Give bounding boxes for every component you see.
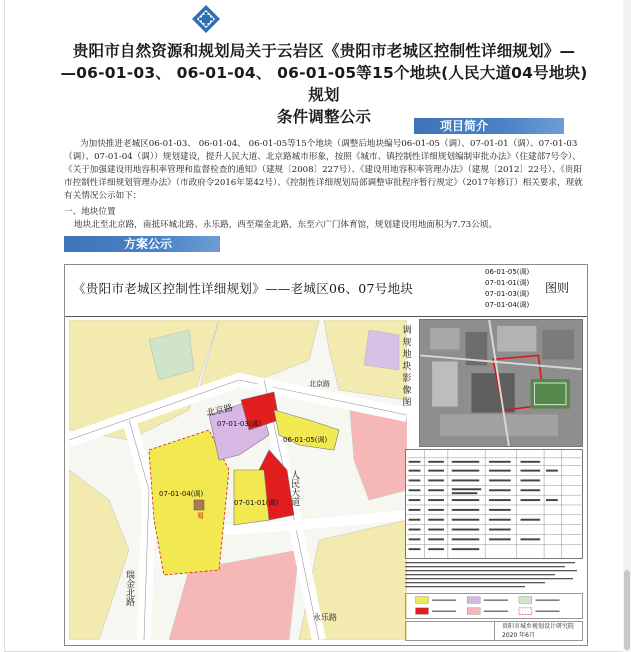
parcel-code: 07-01-03(调) <box>485 290 530 298</box>
vertical-scrollbar[interactable] <box>623 0 631 652</box>
footer-institute: 贵阳市城乡规划设计研究院 <box>502 623 575 630</box>
control-index-table <box>405 449 583 559</box>
government-logo-icon <box>191 4 221 34</box>
drawing-footer <box>405 621 583 641</box>
parcel-label-070103: 07-01-03(调) <box>217 420 262 428</box>
parcel-code: 06-01-05(调) <box>485 268 530 276</box>
section-plan-label: 方案公示 <box>124 237 173 251</box>
drawing-notes <box>405 561 583 591</box>
drawing-title: 《贵阳市老城区控制性详细规划》——老城区06、07号地块 <box>73 281 414 296</box>
road-label-beijing: 北京路 <box>205 403 235 419</box>
section-plan <box>64 236 220 252</box>
parcel-label-070101: 07-01-01(调) <box>234 499 279 507</box>
section-project-intro-label: 项目简介 <box>440 119 489 133</box>
title-line-2: —06-01-03、 06-01-04、 06-01-05等15个地块(人民大道04号地块)规划 <box>60 64 588 104</box>
section-project-intro <box>414 118 564 134</box>
location-heading: 一、地块位置 <box>64 207 116 217</box>
footer-divider <box>494 622 495 640</box>
drawing-subtitle: 图则 <box>545 281 570 295</box>
parcel-symbol: 易 <box>197 512 204 520</box>
image-label: 调规地块影像图 <box>402 326 412 408</box>
road-label-beijing-small: 北京路 <box>309 380 330 388</box>
road-label-ruijin: 瑞金北路 <box>124 570 134 606</box>
parcel-code: 07-01-04(调) <box>485 301 530 309</box>
planning-drawing[interactable] <box>64 264 588 646</box>
parcel-code: 07-01-01(调) <box>485 279 530 287</box>
scroll-thumb[interactable] <box>624 570 630 650</box>
notice-title <box>54 40 594 128</box>
title-line-1: 贵阳市自然资源和规划局关于云岩区《贵阳市老城区控制性详细规划》— <box>72 42 576 60</box>
drawing-header <box>65 265 587 317</box>
location-text: 地块北至北京路，南抵环城北路、永乐路，西至瑞金北路，东至六广门体育馆，规划建设用地面积为7.73公顷。 <box>74 220 498 230</box>
parcel-label-070104: 07-01-04(调) <box>159 490 204 498</box>
aerial-image <box>419 319 583 447</box>
title-line-3: 条件调整公示 <box>276 108 372 126</box>
intro-paragraph: 为加快推进老城区06-01-03、 06-01-04、 06-01-05等15个地块（调整后地块编号06-01-05（调）、07-01-01（调）、07-01-03（调）、07-01-04（调））规划建设，提升人民大道、北京路城市形象，按照《城市、镇控制性详细规划编制审批办法》（住建部7号令）、《关于加强建设用地容积率管理和监督检查的通知》（建规〔2008〕227号）、《建设用地容积率管理办法》（建规〔2012〕22号）、《贵阳市控制性详细规划管理办法》（市政府令2016年第42号）、《控制性详细规划局部调整审批程序暂行规定》（2017年修订）相关要求，现就有关情况公示如下： <box>64 139 583 201</box>
road-label-renmin: 人民大道 <box>289 470 299 506</box>
drawing-legend <box>405 593 583 619</box>
parcel-code-list <box>485 267 539 311</box>
road-label-yongle: 永乐路 <box>313 613 337 622</box>
footer-date: 2020 年6月 <box>502 632 535 639</box>
land-use-map <box>69 320 407 640</box>
parcel-label-060105: 06-01-05(调) <box>283 436 328 444</box>
